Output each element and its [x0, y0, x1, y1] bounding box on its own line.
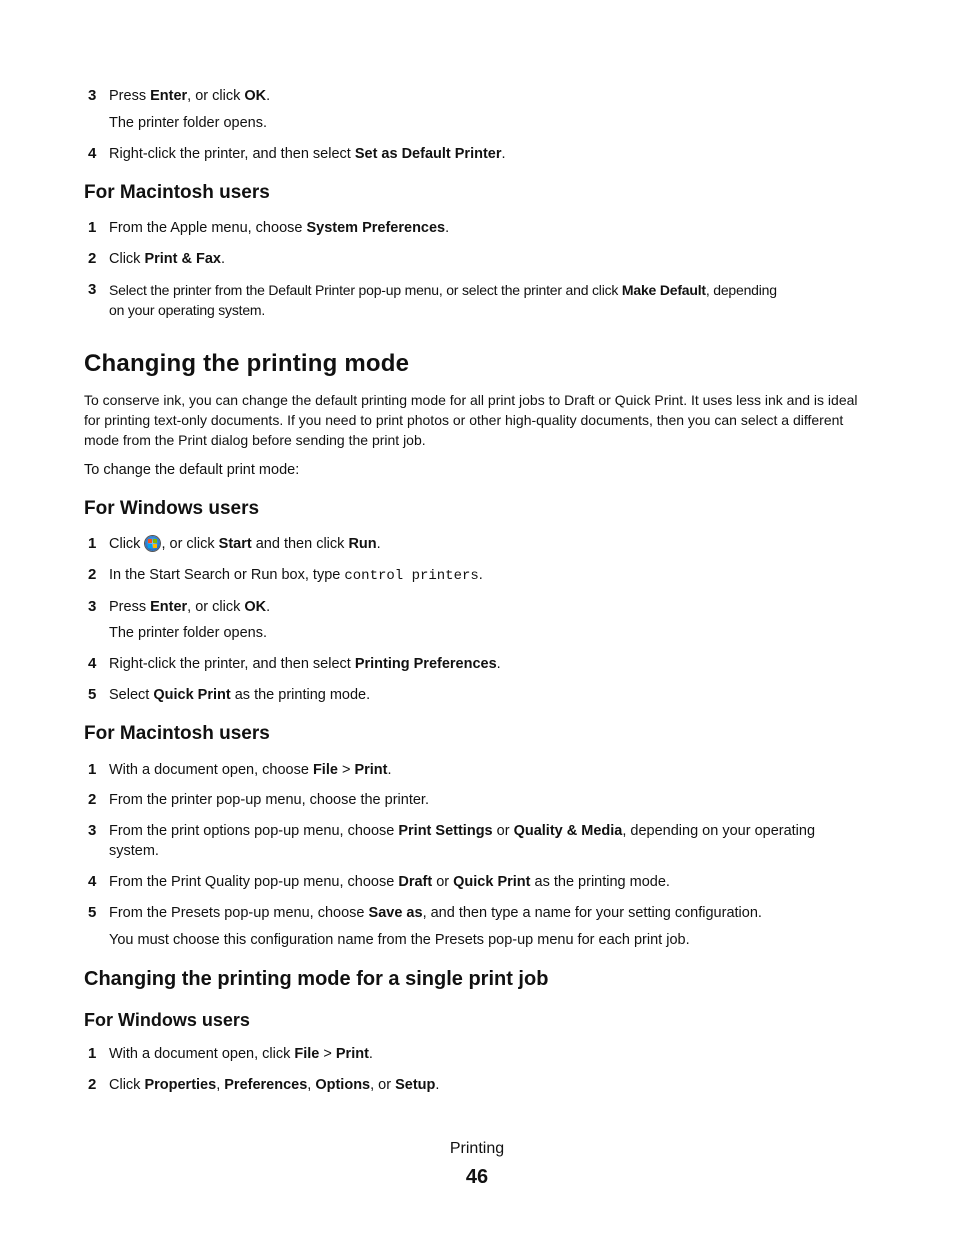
step-text: Select the printer from the Default Printer pop-up menu, or select the printer and click Make Default, depending on your operating system.	[109, 282, 777, 318]
step-text: From the Apple menu, choose System Preferences.	[109, 220, 450, 236]
step-text: From the print options pop-up menu, choose Print Settings or Quality & Media, depending on your operating system.	[109, 823, 816, 859]
step-text: Press Enter, or click OK.	[109, 88, 271, 104]
step-text: From the printer pop-up menu, choose the printer.	[109, 792, 429, 808]
step-number: 4	[88, 873, 97, 890]
step-number: 1	[88, 1045, 97, 1062]
step-text: From the Print Quality pop-up menu, choose Draft or Quick Print as the printing mode.	[109, 874, 670, 890]
footer-section-title: Printing	[449, 1140, 505, 1157]
step-number: 1	[88, 761, 97, 778]
step-number: 1	[88, 535, 97, 552]
step-note: You must choose this configuration name from the Presets pop-up menu for each print job.	[109, 932, 690, 948]
command-code: control printers	[344, 568, 479, 584]
step-number: 3	[88, 281, 97, 298]
step-text: In the Start Search or Run box, type control printers.	[109, 567, 483, 584]
page-number: 46	[465, 1166, 489, 1188]
step-number: 2	[88, 566, 97, 583]
step-number: 4	[88, 145, 97, 162]
step-number: 3	[88, 87, 97, 104]
section-heading: For Macintosh users	[84, 182, 270, 203]
step-text: Click Print & Fax.	[109, 251, 226, 267]
step-text: Click , or click Start and then click Run.	[109, 536, 381, 552]
step-text: Press Enter, or click OK.	[109, 599, 271, 615]
step-number: 3	[88, 598, 97, 615]
step-text: From the Presets pop-up menu, choose Save as, and then type a name for your setting configuration.	[109, 905, 762, 921]
intro-paragraph: To conserve ink, you can change the default printing mode for all print jobs to Draft or Quick Print. It uses less ink and is ideal for printing text-only documents. If you need to print photos or other high-quality documents, then you can select a different mode from the Print dialog before sending the print job.	[84, 392, 858, 448]
step-number: 1	[88, 219, 97, 236]
step-text: With a document open, choose File > Print.	[109, 762, 392, 778]
step-number: 2	[88, 1076, 97, 1093]
step-number: 5	[88, 904, 97, 921]
step-text: Select Quick Print as the printing mode.	[109, 687, 371, 703]
section-heading: For Windows users	[84, 498, 260, 519]
section-heading: For Windows users	[84, 1010, 250, 1030]
page-title: Changing the printing mode	[84, 350, 410, 377]
step-number: 5	[88, 686, 97, 703]
step-text: With a document open, click File > Print.	[109, 1046, 373, 1062]
step-note: The printer folder opens.	[109, 625, 267, 641]
subsection-heading: Changing the printing mode for a single print job	[84, 968, 549, 990]
step-number: 3	[88, 822, 97, 839]
step-text: Right-click the printer, and then select Set as Default Printer.	[109, 146, 506, 162]
step-note: The printer folder opens.	[109, 115, 267, 131]
section-heading: For Macintosh users	[84, 723, 270, 744]
windows-start-orb-icon	[145, 536, 160, 551]
step-text: Right-click the printer, and then select Printing Preferences.	[109, 656, 501, 672]
step-number: 2	[88, 250, 97, 267]
step-text: Click Properties, Preferences, Options, or Setup.	[109, 1077, 440, 1093]
step-number: 4	[88, 655, 97, 672]
intro-paragraph-2: To change the default print mode:	[84, 462, 300, 478]
step-number: 2	[88, 791, 97, 808]
